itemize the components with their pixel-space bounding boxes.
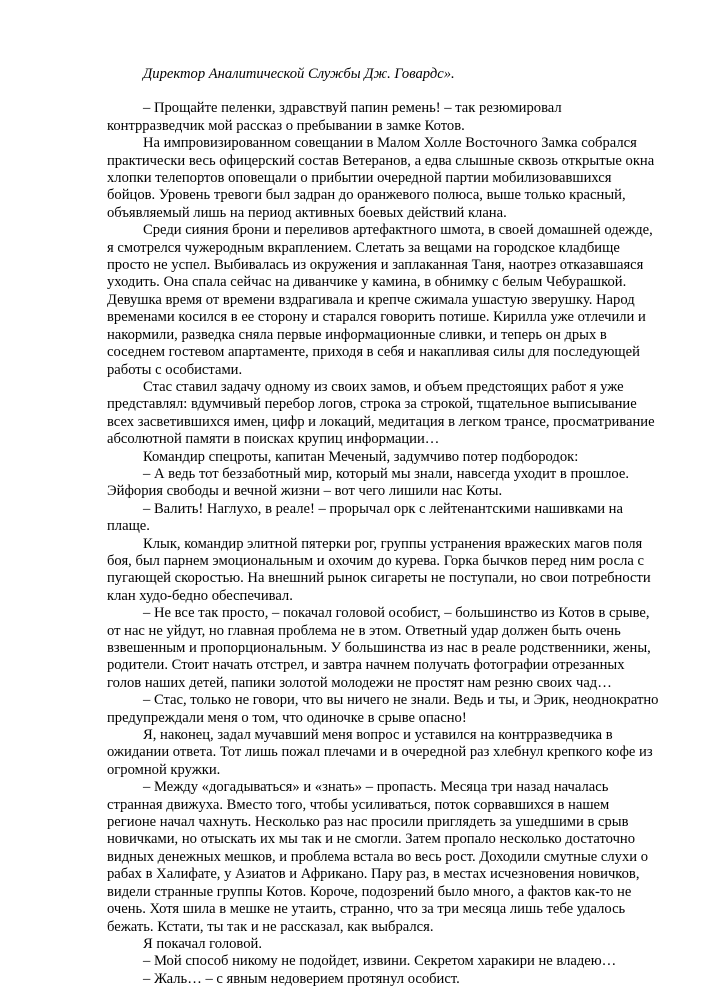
paragraph: – Жаль… – с явным недоверием протянул особист. [143, 970, 460, 987]
paragraph: Среди сияния брони и переливов артефактного шмота, в своей домашней одежде, я смотрелся чужеродным вкраплением. Слетать за вещами на городское кладбище просто не успел. Выбивалась из окружения и заплаканная Таня, наотрез отказавшаяся уходить. Она спала сейчас на диванчике у камина, в обнимку с белым Чебурашкой. Девушка время от времени вздрагивала и крепче сжимала ушастую зверушку. Народ временами косился в ее сторону и старался говорить потише. Кирилла уже отлечили и накормили, разведка сняла первые информационные сливки, и теперь он дрых в соседнем гостевом апартаменте, приходя в себя и накапливая силы для последующей работы с особистами. [107, 222, 653, 378]
paragraph: – Между «догадываться» и «знать» – пропасть. Месяца три назад началась странная движуха. Вместо того, чтобы усиливаться, поток сорвавшихся в нашем регионе начал чахнуть. Несколько раз нас просили приглядеть за ушедшими в срыв новичками, но отыскать их мы так и не смогли. Затем пропало несколько достаточно видных денежных мешков, и проблема встала во весь рост. Доходили смутные слухи о рабах в Халифате, у Азиатов и Африкано. Пару раз, в местах исчезновения новичков, видели странные группы Котов. Короче, подозрений было много, а фактов как-то не очень. Хотя шила в мешке не утаить, странно, что за три месяца лишь тебе удалось бежать. Кстати, ты так и не рассказал, как выбрался. [107, 779, 648, 935]
paragraph: – Не все так просто, – покачал головой особист, – большинство из Котов в срыве, от нас не уйдут, но главная проблема не в этом. Ответный удар должен быть очень взвешенным и пропорциональным. У большинства из нас в реале родственники, жены, родители. Стоит начать отстрел, и завтра начнем получать фотографии отрезанных голов наших детей, папики золотой молодежи не простят нам резню своих чад… [107, 605, 651, 691]
paragraph: – Мой способ никому не подойдет, извини. Секретом харакири не владею… [143, 953, 617, 970]
paragraph: На импровизированном совещании в Малом Холле Восточного Замка собрался практически весь офицерский состав Ветеранов, а едва слышные сквозь открытые окна хлопки телепортов оповещали о прибытии очередной партии мобилизовавшихся бойцов. Уровень тревоги был задран до оранжевого полюса, выше только красный, объявляемый лишь на период активных боевых действий клана. [107, 135, 655, 221]
epigraph: Директор Аналитической Службы Дж. Говардс». [143, 66, 455, 82]
paragraph: Я, наконец, задал мучавший меня вопрос и уставился на контрразведчика в ожидании ответа. Тот лишь пожал плечами и в очередной раз хлебнул крепкого кофе из огромной кружки. [107, 727, 653, 778]
paragraph: Стас ставил задачу одному из своих замов, и объем предстоящих работ я уже представлял: вдумчивый перебор логов, строка за строкой, тщательное выписывание всех засветившихся имен, цифр и локаций, медитация в легком трансе, просматривание абсолютной памяти в поисках крупиц информации… [107, 378, 655, 448]
paragraph: – Валить! Наглухо, в реале! – прорычал орк с лейтенантскими нашивками на плаще. [107, 500, 623, 535]
paragraph: – Прощайте пеленки, здравствуй папин ремень! – так резюмировал контрразведчик мой рассказ о пребывании в замке Котов. [107, 100, 562, 134]
paragraph: – А ведь тот беззаботный мир, который мы знали, навсегда уходит в прошлое. Эйфория свободы и вечной жизни – вот чего лишили нас Коты. [107, 465, 629, 500]
text-body [107, 66, 660, 988]
paragraph: – Стас, только не говори, что вы ничего не знали. Ведь и ты, и Эрик, неоднократно предупреждали меня о том, что одиночке в срыве опасно! [107, 692, 659, 726]
paragraph: Я покачал головой. [143, 935, 262, 952]
paragraph: Командир спецроты, капитан Меченый, задумчиво потер подбородок: [143, 448, 579, 465]
paragraph: Клык, командир элитной пятерки рог, группы устранения вражеских магов поля боя, был парнем эмоциональным и охочим до курева. Горка бычков перед ним росла с пугающей скоростью. На внешний рынок сигареты не поступали, но свои потребности клан худо-бедно обеспечивал. [107, 535, 651, 604]
